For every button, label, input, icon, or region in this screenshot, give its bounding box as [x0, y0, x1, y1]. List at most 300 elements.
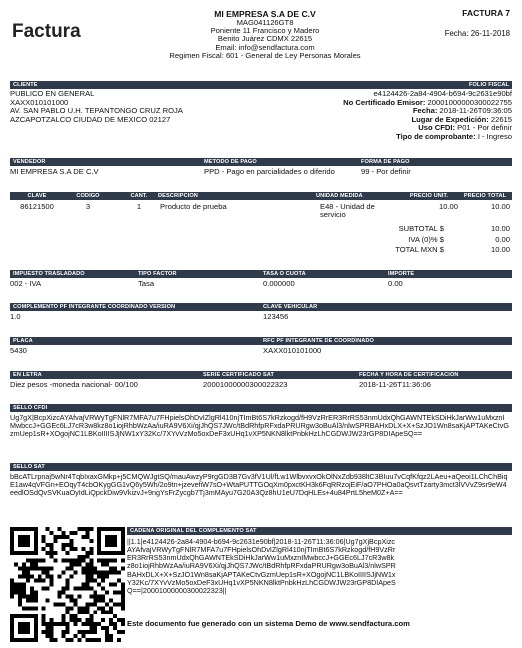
qr-module — [10, 626, 14, 630]
qr-module — [109, 598, 113, 602]
qr-module — [121, 622, 125, 626]
qr-module — [69, 563, 73, 567]
qr-module — [117, 590, 121, 594]
qr-module — [26, 626, 30, 630]
metodo-pago-value: PPD - Pago en parcialidades o diferido — [204, 168, 335, 176]
qr-module — [22, 630, 26, 634]
qr-code-graphic — [10, 527, 125, 642]
cliente-address: AV. SAN PABLO U.H. TEPANTONGO CRUZ ROJA — [10, 106, 183, 116]
qr-module — [18, 638, 22, 642]
qr-module — [109, 618, 113, 622]
qr-module — [89, 575, 93, 579]
qr-module — [113, 602, 117, 606]
qr-module — [66, 583, 70, 587]
qr-module — [10, 543, 14, 547]
qr-module — [54, 622, 58, 626]
qr-module — [69, 547, 73, 551]
qr-module — [85, 571, 89, 575]
qr-module — [89, 527, 93, 531]
qr-module — [97, 622, 101, 626]
qr-module — [34, 594, 38, 598]
qr-module — [38, 579, 42, 583]
qr-module — [10, 527, 14, 531]
qr-module — [101, 579, 105, 583]
qr-module — [66, 606, 70, 610]
qr-module — [66, 630, 70, 634]
qr-module — [22, 594, 26, 598]
qr-module — [66, 567, 70, 571]
qr-module — [81, 610, 85, 614]
qr-module — [30, 590, 34, 594]
qr-module — [121, 586, 125, 590]
qr-module — [117, 527, 121, 531]
qr-module — [89, 579, 93, 583]
qr-module — [10, 622, 14, 626]
qr-module — [73, 563, 77, 567]
qr-module — [26, 551, 30, 555]
qr-module — [121, 630, 125, 634]
qr-module — [30, 575, 34, 579]
qr-module — [34, 527, 38, 531]
qr-module — [34, 559, 38, 563]
qr-module — [14, 614, 18, 618]
qr-module — [18, 590, 22, 594]
qr-module — [22, 626, 26, 630]
qr-module — [50, 579, 54, 583]
fecha-emision-label: Fecha: — [412, 106, 438, 116]
qr-module — [46, 543, 50, 547]
row-descripcion: Producto de prueba — [160, 202, 227, 211]
qr-module — [101, 594, 105, 598]
qr-module — [62, 630, 66, 634]
qr-module — [62, 614, 66, 618]
qr-module — [85, 606, 89, 610]
qr-module — [81, 527, 85, 531]
qr-module — [77, 630, 81, 634]
complemento-version-header: COMPLEMENTO PF INTEGRANTE COORDINADO VERSION — [13, 304, 176, 310]
qr-module — [89, 559, 93, 563]
iva-value: 0.00 — [495, 234, 510, 244]
qr-module — [117, 618, 121, 622]
qr-module — [34, 579, 38, 583]
qr-module — [42, 547, 46, 551]
qr-module — [97, 535, 101, 539]
qr-module — [62, 634, 66, 638]
qr-module — [81, 555, 85, 559]
qr-module — [50, 630, 54, 634]
qr-module — [38, 567, 42, 571]
qr-module — [22, 586, 26, 590]
qr-module — [97, 551, 101, 555]
qr-module — [62, 590, 66, 594]
qr-module — [34, 614, 38, 618]
qr-module — [121, 598, 125, 602]
impuesto-header-bar — [10, 270, 512, 278]
qr-module — [89, 630, 93, 634]
qr-module — [69, 638, 73, 642]
qr-module — [10, 583, 14, 587]
qr-module — [42, 535, 46, 539]
qr-module — [121, 590, 125, 594]
sello-sat-header-bar — [10, 463, 512, 471]
lugar-value: 22615 — [490, 114, 512, 124]
placa-header-bar — [10, 337, 512, 345]
qr-module — [34, 563, 38, 567]
folio-label: FACTURA 7 — [462, 8, 510, 18]
fecha-cert-value: 2018-11-26T11:36:06 — [359, 380, 431, 389]
qr-module — [85, 602, 89, 606]
qr-module — [121, 539, 125, 543]
table-row — [10, 203, 512, 225]
qr-module — [10, 579, 14, 583]
row-clave: 86121500 — [20, 202, 54, 211]
qr-module — [113, 614, 117, 618]
qr-module — [14, 551, 18, 555]
qr-module — [30, 559, 34, 563]
qr-module — [54, 602, 58, 606]
qr-module — [46, 622, 50, 626]
qr-module — [30, 563, 34, 567]
qr-module — [10, 547, 14, 551]
qr-module — [22, 543, 26, 547]
qr-module — [62, 559, 66, 563]
importe-value: 0.00 — [388, 279, 403, 288]
forma-pago-value: 99 - Por definir — [361, 168, 411, 176]
qr-module — [34, 535, 38, 539]
qr-module — [97, 594, 101, 598]
qr-module — [69, 618, 73, 622]
qr-module — [26, 622, 30, 626]
forma-pago-header: FORMA DE PAGO — [361, 159, 410, 165]
qr-module — [121, 606, 125, 610]
qr-module — [34, 634, 38, 638]
qr-module — [109, 535, 113, 539]
qr-module — [22, 571, 26, 575]
qr-module — [14, 638, 18, 642]
qr-module — [18, 630, 22, 634]
document-title: Factura — [12, 21, 81, 42]
tipo-factor-value: Tasa — [138, 279, 155, 288]
rfc-coordinado-header: RFC PF INTEGRANTE DE COORDINADO — [263, 338, 374, 344]
qr-module — [81, 606, 85, 610]
cliente-name: PUBLICO EN GENERAL — [10, 89, 95, 98]
impuesto-value: 002 - IVA — [10, 279, 42, 288]
qr-module — [97, 547, 101, 551]
qr-module — [22, 606, 26, 610]
qr-module — [85, 535, 89, 539]
qr-module — [30, 638, 34, 642]
qr-module — [101, 606, 105, 610]
qr-module — [42, 614, 46, 618]
qr-module — [97, 559, 101, 563]
qr-module — [109, 622, 113, 626]
qr-module — [113, 527, 117, 531]
placa-value: 5430 — [10, 346, 27, 355]
qr-module — [105, 626, 109, 630]
qr-module — [113, 559, 117, 563]
qr-module — [14, 590, 18, 594]
qr-module — [50, 531, 54, 535]
qr-module — [22, 575, 26, 579]
qr-module — [34, 590, 38, 594]
fiscal-info — [343, 90, 512, 142]
qr-module — [101, 618, 105, 622]
qr-module — [121, 559, 125, 563]
qr-module — [66, 586, 70, 590]
qr-module — [121, 535, 125, 539]
qr-module — [58, 594, 62, 598]
qr-module — [113, 551, 117, 555]
qr-module — [42, 606, 46, 610]
row-codigo: 3 — [85, 202, 91, 211]
tasa-cuota-header: TASA O CUOTA — [263, 271, 306, 277]
qr-module — [58, 622, 62, 626]
qr-module — [105, 571, 109, 575]
iva-label: IVA (0)% $ — [408, 234, 444, 244]
total-value: 10.00 — [490, 245, 510, 255]
placa-header: PLACA — [13, 338, 33, 344]
qr-module — [69, 559, 73, 563]
qr-module — [89, 594, 93, 598]
uso-cfdi-value: P01 - Por definir — [457, 123, 512, 133]
qr-module — [22, 622, 26, 626]
qr-module — [66, 594, 70, 598]
qr-module — [105, 535, 109, 539]
qr-module — [105, 559, 109, 563]
qr-module — [117, 571, 121, 575]
qr-module — [66, 535, 70, 539]
qr-module — [101, 551, 105, 555]
importe-header: IMPORTE — [388, 271, 415, 277]
qr-module — [113, 539, 117, 543]
emisor-rfc: MAG041126GT8 — [236, 18, 294, 27]
qr-module — [73, 559, 77, 563]
sello-sat-header: SELLO SAT — [13, 464, 45, 470]
qr-module — [101, 559, 105, 563]
sello-sat-value: bBcATLrpnaj5wNr4TqbIxaxGMkp+j5CMQWJgtSQ/mauAwzyP9rgGD3B7Gv3fV1Ul/fLw1WlbvxvxOkOlNxZdb938ltC3BIuu7vCqfKfqz2LAeu+aQeoi1LChChBiqE1aw4qVFGn+EOqyT4cbOKygGG1vQ6y5Wh/2o9tn+jzevefiW7sO+WtaPUTTGOqXm0pxctKH3k6FqRRzojEiF/aO7PHOa0aQsvtTzarty3mct3lVVvZ9sr9eW4eedlOSdQvSVKuaOyIdLiQpckDiw9VkizvJ+9ngYsFrZycgb7Tj3mMAyu7G20A3Qz8hU1eU7DqHLEs+4u84PrtL5heM0Z+A== — [10, 472, 508, 498]
qr-module — [26, 638, 30, 642]
qr-module — [81, 535, 85, 539]
qr-module — [62, 535, 66, 539]
qr-module — [109, 638, 113, 642]
qr-module — [89, 567, 93, 571]
qr-module — [121, 594, 125, 598]
qr-module — [73, 571, 77, 575]
qr-module — [105, 527, 109, 531]
total-label: TOTAL MXN $ — [395, 245, 444, 255]
qr-module — [93, 567, 97, 571]
qr-module — [18, 598, 22, 602]
qr-module — [109, 610, 113, 614]
qr-module — [18, 551, 22, 555]
qr-module — [30, 594, 34, 598]
qr-module — [121, 583, 125, 587]
qr-module — [97, 583, 101, 587]
qr-module — [121, 602, 125, 606]
col-precio-total: PRECIO TOTAL — [463, 193, 507, 199]
qr-module — [81, 630, 85, 634]
qr-module — [30, 598, 34, 602]
qr-module — [26, 539, 30, 543]
qr-module — [46, 551, 50, 555]
qr-module — [85, 618, 89, 622]
qr-module — [66, 551, 70, 555]
qr-module — [81, 634, 85, 638]
subtotal-value: 10.00 — [490, 224, 510, 233]
qr-module — [50, 638, 54, 642]
qr-module — [93, 579, 97, 583]
qr-module — [26, 527, 30, 531]
qr-module — [26, 535, 30, 539]
items-header-bar — [10, 192, 512, 200]
clave-vehicular-value: 123456 — [263, 312, 289, 321]
qr-module — [22, 535, 26, 539]
qr-module — [10, 630, 14, 634]
emisor-name: MI EMPRESA S.A DE C.V — [214, 9, 316, 19]
qr-module — [109, 551, 113, 555]
qr-module — [54, 638, 58, 642]
qr-module — [69, 606, 73, 610]
qr-module — [85, 638, 89, 642]
tipo-comprobante-value: I - Ingreso — [477, 131, 512, 141]
qr-module — [73, 614, 77, 618]
qr-module — [113, 571, 117, 575]
qr-module — [46, 527, 50, 531]
qr-module — [77, 610, 81, 614]
qr-module — [42, 586, 46, 590]
qr-module — [42, 579, 46, 583]
qr-module — [62, 531, 66, 535]
qr-module — [69, 543, 73, 547]
cert-label: No Certificado Emisor: — [343, 97, 426, 107]
qr-module — [18, 583, 22, 587]
qr-module — [89, 602, 93, 606]
qr-module — [117, 551, 121, 555]
qr-module — [58, 575, 62, 579]
qr-code — [10, 527, 125, 642]
qr-module — [101, 571, 105, 575]
qr-module — [26, 594, 30, 598]
tipo-factor-header: TIPO FACTOR — [138, 271, 177, 277]
qr-module — [50, 567, 54, 571]
qr-module — [14, 586, 18, 590]
qr-module — [81, 559, 85, 563]
qr-module — [97, 539, 101, 543]
qr-module — [89, 547, 93, 551]
qr-module — [26, 579, 30, 583]
qr-module — [81, 586, 85, 590]
qr-module — [66, 638, 70, 642]
qr-module — [62, 571, 66, 575]
qr-module — [85, 575, 89, 579]
complemento-version-value: 1.0 — [10, 312, 21, 321]
qr-module — [62, 547, 66, 551]
qr-module — [46, 634, 50, 638]
qr-module — [34, 531, 38, 535]
qr-module — [101, 626, 105, 630]
qr-module — [10, 535, 14, 539]
fecha-cert-header: FECHA Y HORA DE CERTIFICACION — [359, 372, 459, 378]
qr-module — [66, 610, 70, 614]
qr-module — [73, 598, 77, 602]
qr-module — [85, 586, 89, 590]
qr-module — [121, 547, 125, 551]
qr-module — [117, 579, 121, 583]
emisor-regimen: Regimen Fiscal: 601 - General de Ley Personas Morales — [169, 50, 361, 60]
qr-module — [34, 618, 38, 622]
totals-block — [340, 224, 512, 256]
qr-module — [97, 571, 101, 575]
qr-module — [121, 618, 125, 622]
qr-module — [109, 634, 113, 638]
qr-module — [14, 563, 18, 567]
qr-module — [26, 614, 30, 618]
qr-module — [97, 575, 101, 579]
qr-module — [10, 618, 14, 622]
qr-module — [18, 614, 22, 618]
qr-module — [34, 551, 38, 555]
qr-module — [38, 575, 42, 579]
qr-module — [121, 551, 125, 555]
en-letra-value: Diez pesos -moneda nacional- 00/100 — [10, 380, 138, 389]
qr-module — [101, 586, 105, 590]
qr-module — [66, 559, 70, 563]
qr-module — [89, 614, 93, 618]
qr-module — [18, 602, 22, 606]
qr-module — [22, 614, 26, 618]
rfc-coordinado-value: XAXX010101000 — [263, 346, 322, 355]
qr-module — [14, 527, 18, 531]
qr-module — [89, 571, 93, 575]
lugar-label: Lugar de Expedición: — [411, 114, 489, 124]
qr-module — [89, 586, 93, 590]
metodo-pago-header: METODO DE PAGO — [204, 159, 257, 165]
qr-module — [85, 630, 89, 634]
folio-fiscal-header: FOLIO FISCAL — [468, 82, 509, 88]
emisor-email: Email: info@sendfactura.com — [215, 42, 315, 52]
vendedor-header-bar — [10, 158, 512, 166]
qr-module — [97, 531, 101, 535]
qr-module — [38, 559, 42, 563]
qr-module — [93, 610, 97, 614]
qr-module — [93, 638, 97, 642]
qr-module — [30, 567, 34, 571]
qr-module — [85, 622, 89, 626]
qr-module — [10, 590, 14, 594]
qr-module — [109, 539, 113, 543]
qr-module — [46, 575, 50, 579]
qr-module — [54, 535, 58, 539]
qr-module — [22, 563, 26, 567]
qr-module — [34, 543, 38, 547]
qr-module — [34, 638, 38, 642]
qr-module — [113, 622, 117, 626]
qr-module — [50, 626, 54, 630]
qr-module — [42, 559, 46, 563]
sello-cfdi-header: SELLO CFDI — [13, 405, 48, 411]
qr-module — [73, 618, 77, 622]
qr-module — [50, 551, 54, 555]
qr-module — [42, 571, 46, 575]
impuesto-header: IMPUESTO TRASLADADO — [13, 271, 85, 277]
qr-module — [34, 539, 38, 543]
qr-module — [113, 583, 117, 587]
qr-module — [62, 618, 66, 622]
qr-module — [50, 618, 54, 622]
qr-module — [69, 614, 73, 618]
qr-module — [46, 626, 50, 630]
cliente-header-bar — [10, 81, 512, 89]
